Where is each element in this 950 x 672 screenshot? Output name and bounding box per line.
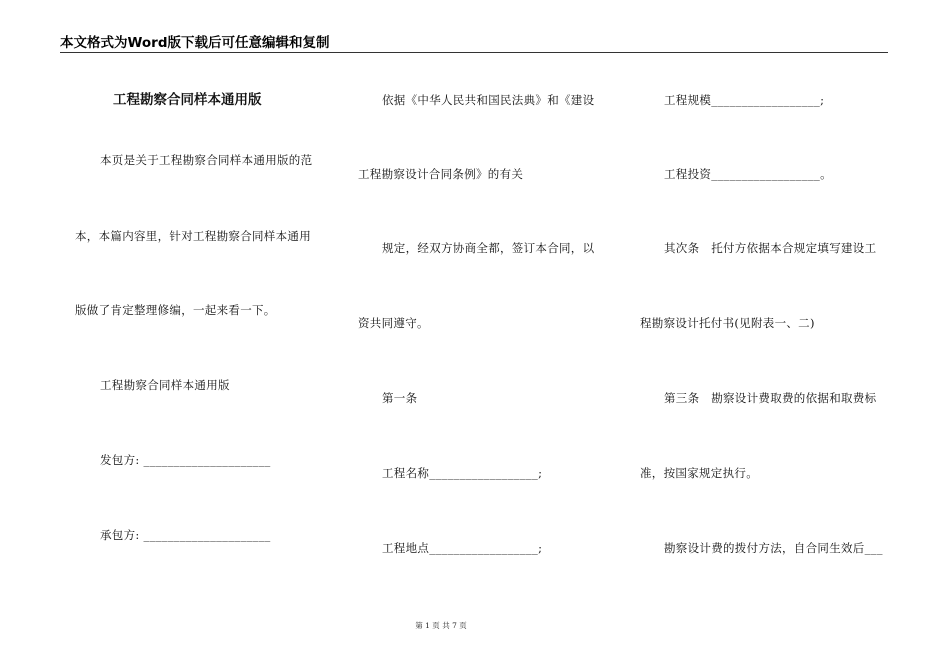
paragraph-line: 依据《中华人民共和国民法典》和《建设 (382, 93, 595, 107)
paragraph-line: 本页是关于工程勘察合同样本通用版的范 (100, 153, 313, 167)
paragraph-line: 勘察设计费的拨付方法，自合同生效后___ (664, 541, 883, 555)
paragraph-line: 本，本篇内容里，针对工程勘察合同样本通用 (75, 229, 311, 243)
paragraph-line: 规定，经双方协商全都，签订本合同，以 (382, 241, 595, 255)
project-scale-field: 工程规模__________________; (664, 93, 825, 107)
paragraph-line: 程勘察设计托付书(见附表一、二) (640, 316, 815, 330)
employer-field: 发包方: _____________________ (100, 453, 271, 467)
contract-subtitle: 工程勘察合同样本通用版 (100, 378, 230, 392)
paragraph-line: 版做了肯定整理修编，一起来看一下。 (75, 303, 276, 317)
paragraph-line: 工程勘察设计合同条例》的有关 (358, 167, 524, 181)
header-divider (60, 52, 888, 53)
contractor-field: 承包方: _____________________ (100, 528, 271, 542)
page-number: 第 1 页 共 7 页 (415, 621, 467, 630)
article-heading: 第一条 (382, 391, 418, 405)
document-title: 工程勘察合同样本通用版 (113, 92, 262, 108)
project-investment-field: 工程投资__________________。 (664, 167, 832, 181)
page-header: 本文格式为Word版下载后可任意编辑和复制 (60, 35, 330, 51)
paragraph-line: 第三条 勘察设计费取费的依据和取费标 (664, 391, 877, 405)
paragraph-line: 准，按国家规定执行。 (640, 466, 758, 480)
project-location-field: 工程地点__________________; (382, 541, 543, 555)
project-name-field: 工程名称__________________; (382, 466, 543, 480)
paragraph-line: 资共同遵守。 (358, 316, 429, 330)
paragraph-line: 其次条 托付方依据本合规定填写建设工 (664, 241, 877, 255)
